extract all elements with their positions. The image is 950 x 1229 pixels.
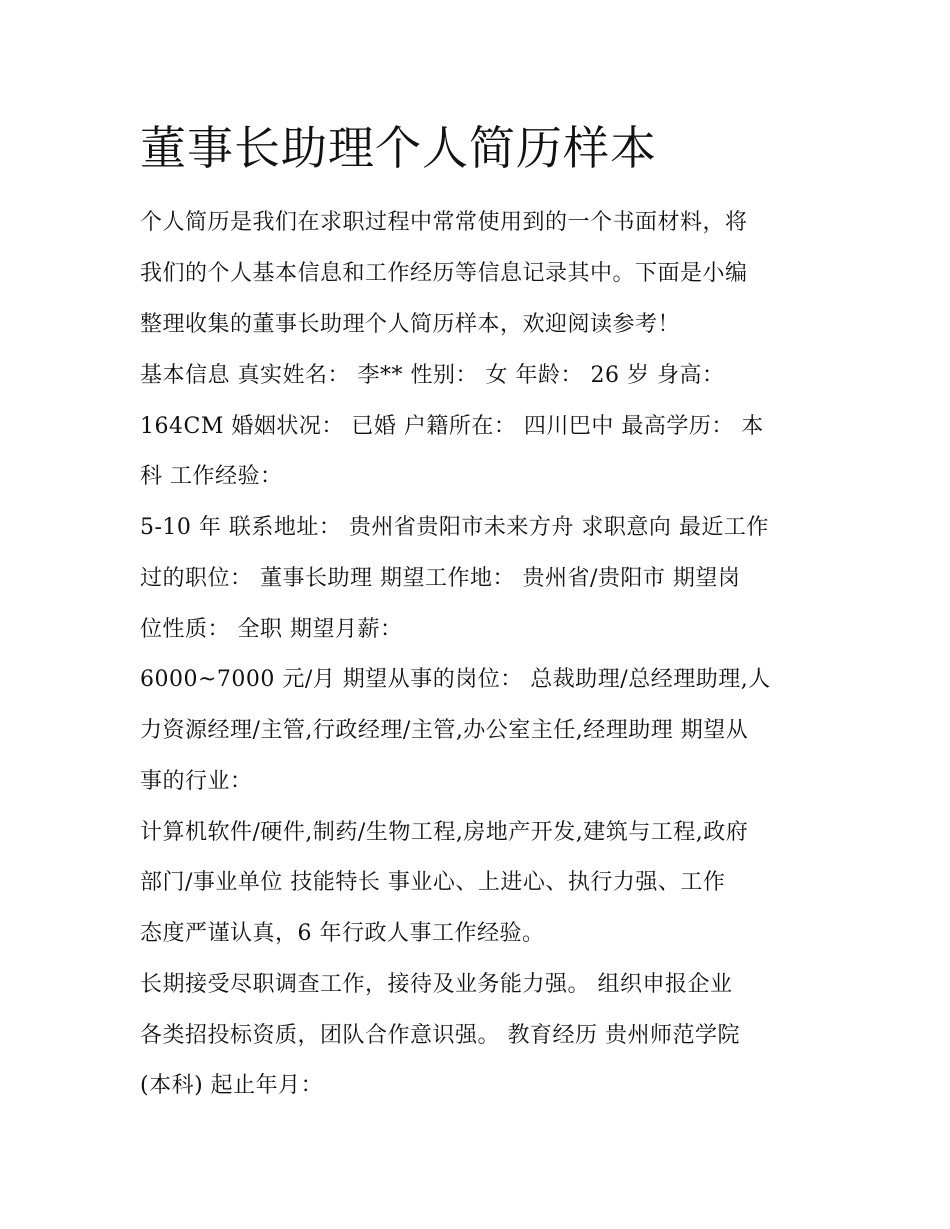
body-line: 164CM 婚姻状况： 已婚 户籍所在： 四川巴中 最高学历： 本 [140,414,764,439]
body-line: 态度严谨认真，6 年行政人事工作经验。 [140,921,545,946]
body-line: 我们的个人基本信息和工作经历等信息记录其中。下面是小编 [140,261,748,286]
body-line: 整理收集的董事长助理个人简历样本，欢迎阅读参考！ [140,312,681,337]
body-line: 个人简历是我们在求职过程中常常使用到的一个书面材料，将 [140,210,748,235]
body-line: 力资源经理/主管,行政经理/主管,办公室主任,经理助理 期望从 [140,718,749,743]
body-line: 过的职位： 董事长助理 期望工作地： 贵州省/贵阳市 期望岗 [140,566,741,591]
body-line: 长期接受尽职调查工作，接待及业务能力强。 组织申报企业 [140,972,733,997]
body-line: 科 工作经验： [140,464,283,489]
body-line: 位性质： 全职 期望月薪： [140,617,403,642]
body-line: 计算机软件/硬件,制药/生物工程,房地产开发,建筑与工程,政府 [140,820,749,845]
body-line: (本科) 起止年月： [140,1073,324,1098]
body-line: 各类招投标资质，团队合作意识强。 教育经历 贵州师范学院 [140,1023,740,1048]
body-line: 5-10 年 联系地址： 贵州省贵阳市未来方舟 求职意向 最近工作 [140,515,769,540]
body-line: 6000~7000 元/月 期望从事的岗位： 总裁助理/总经理助理,人 [140,667,771,692]
document-title: 董事长助理个人简历样本 [140,121,657,175]
body-line: 部门/事业单位 技能特长 事业心、上进心、执行力强、工作 [140,870,726,895]
body-line: 基本信息 真实姓名： 李** 性别： 女 年龄： 26 岁 身高： [140,363,725,388]
body-line: 事的行业： [140,769,253,794]
